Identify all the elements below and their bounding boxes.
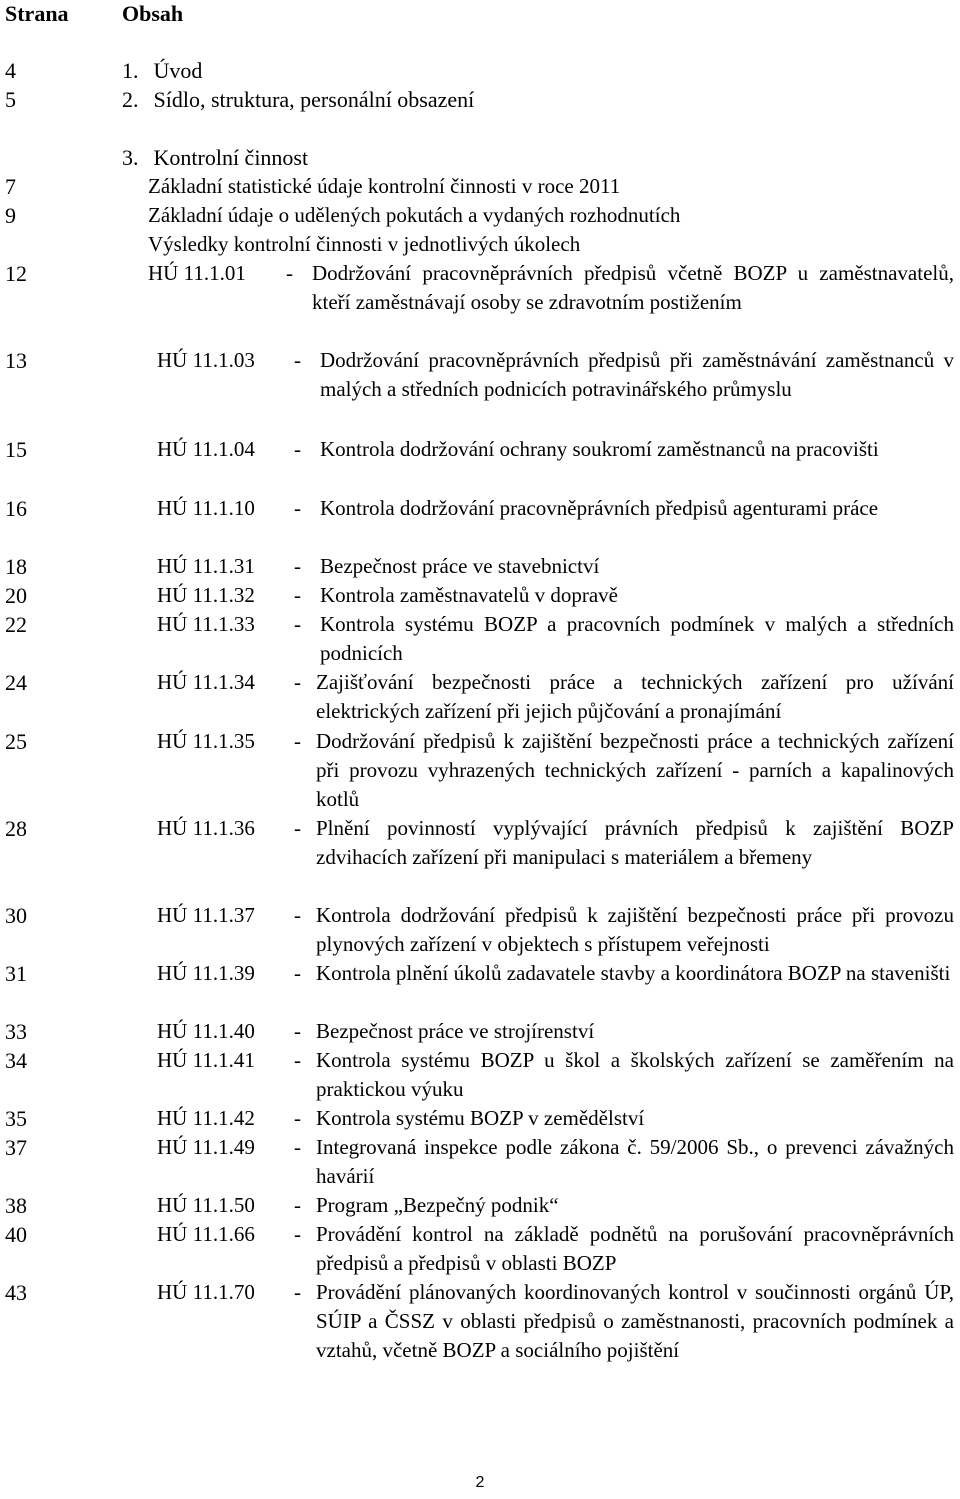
- task-dash: -: [294, 1193, 301, 1217]
- task-code-number: 11.1.32: [192, 583, 255, 607]
- task-code: [157, 1133, 317, 1162]
- task-hu-label: HÚ: [157, 1048, 188, 1072]
- task-description: Kontrola dodržování ochrany soukromí zaměstnanců na pracovišti: [320, 437, 879, 461]
- toc-subsection-title: Základní údaje o udělených pokutách a vydaných rozhodnutích: [148, 203, 681, 227]
- task-hu-label: HÚ: [157, 612, 188, 636]
- page-footer-number: 2: [475, 1474, 485, 1491]
- task-hu-label: HÚ: [157, 670, 188, 694]
- toc-page-number: 34: [5, 1048, 27, 1073]
- column-header-obsah: Obsah: [122, 1, 184, 26]
- toc-page-number: 15: [5, 437, 27, 462]
- task-code-number: 11.1.41: [192, 1048, 255, 1072]
- task-code-number: 11.1.50: [192, 1193, 255, 1217]
- task-code: [157, 1278, 317, 1307]
- task-dash: -: [294, 1019, 301, 1043]
- section-number: 3.: [122, 145, 139, 170]
- toc-page-number: 30: [5, 903, 27, 928]
- toc-page-number: 13: [5, 348, 27, 373]
- task-code-number: 11.1.04: [192, 437, 255, 461]
- task-description: Dodržování předpisů k zajištění bezpečnosti práce a technických zařízení při provozu vyhrazených technických zařízení - parních a kapalinových kotlů: [316, 729, 954, 811]
- task-hu-label: HÚ: [148, 261, 179, 285]
- column-header-strana: Strana: [5, 1, 69, 26]
- toc-page-number: 28: [5, 816, 27, 841]
- task-description: Provádění kontrol na základě podnětů na porušování pracovněprávních předpisů a předpisů v oblasti BOZP: [316, 1222, 954, 1275]
- task-code-number: 11.1.36: [192, 816, 255, 840]
- task-description: Dodržování pracovněprávních předpisů při zaměstnávání zaměstnanců v malých a středních podnicích potravinářského průmyslu: [320, 348, 954, 401]
- task-hu-label: HÚ: [157, 554, 188, 578]
- toc-page-number: 43: [5, 1280, 27, 1305]
- toc-page-number: 38: [5, 1193, 27, 1218]
- toc-section-title: [122, 143, 308, 172]
- task-code-number: 11.1.40: [192, 1019, 255, 1043]
- task-code: [157, 727, 317, 756]
- task-description: Kontrola systému BOZP u škol a školských zařízení se zaměřením na praktickou výuku: [316, 1048, 954, 1101]
- task-description: Kontrola dodržování pracovněprávních předpisů agenturami práce: [320, 496, 879, 520]
- toc-section-title: [122, 56, 202, 85]
- task-code: [157, 959, 317, 988]
- task-hu-label: HÚ: [157, 1135, 188, 1159]
- task-code: [157, 610, 317, 639]
- task-description: Kontrola systému BOZP v zemědělství: [316, 1106, 645, 1130]
- task-description: Integrovaná inspekce podle zákona č. 59/2006 Sb., o prevenci závažných havárií: [316, 1135, 954, 1188]
- task-dash: -: [294, 348, 301, 372]
- toc-page-number: 33: [5, 1019, 27, 1044]
- task-code: [157, 581, 317, 610]
- task-dash: -: [294, 496, 301, 520]
- toc-subsection-title: Výsledky kontrolní činnosti v jednotlivých úkolech: [148, 232, 581, 256]
- task-dash: -: [294, 729, 301, 753]
- task-code-number: 11.1.34: [192, 670, 255, 694]
- task-code: [148, 259, 308, 288]
- task-description: Bezpečnost práce ve strojírenství: [316, 1019, 595, 1043]
- task-hu-label: HÚ: [157, 1019, 188, 1043]
- section-title: Kontrolní činnost: [153, 145, 309, 170]
- task-code-number: 11.1.33: [192, 612, 255, 636]
- task-dash: -: [294, 554, 301, 578]
- task-code: [157, 814, 317, 843]
- task-description: Kontrola systému BOZP a pracovních podmínek v malých a středních podnicích: [320, 612, 954, 665]
- task-dash: -: [294, 612, 301, 636]
- task-code-number: 11.1.01: [183, 261, 246, 285]
- toc-page-number: 7: [5, 174, 16, 199]
- task-code: [157, 901, 317, 930]
- toc-page-number: 40: [5, 1222, 27, 1247]
- toc-page-number: 22: [5, 612, 27, 637]
- toc-page-number: 5: [5, 87, 16, 112]
- toc-page-number: 37: [5, 1135, 27, 1160]
- toc-page-number: 35: [5, 1106, 27, 1131]
- task-code-number: 11.1.35: [192, 729, 255, 753]
- toc-page-number: 25: [5, 729, 27, 754]
- task-hu-label: HÚ: [157, 1280, 188, 1304]
- task-description: Kontrola dodržování předpisů k zajištění bezpečnosti práce při provozu plynových zařízení v objektech s přístupem veřejnosti: [316, 903, 954, 956]
- section-number: 2.: [122, 87, 139, 112]
- task-hu-label: HÚ: [157, 729, 188, 753]
- section-title: Sídlo, struktura, personální obsazení: [153, 87, 475, 112]
- section-number: 1.: [122, 58, 139, 83]
- task-code: [157, 1046, 317, 1075]
- task-dash: -: [294, 437, 301, 461]
- task-description: Zajišťování bezpečnosti práce a technických zařízení pro užívání elektrických zařízení při jejich půjčování a pronajímání: [316, 670, 954, 723]
- task-hu-label: HÚ: [157, 961, 188, 985]
- section-title: Úvod: [153, 58, 203, 83]
- task-code-number: 11.1.10: [192, 496, 255, 520]
- task-description: Provádění plánovaných koordinovaných kontrol v součinnosti orgánů ÚP, SÚIP a ČSSZ v oblasti předpisů o zaměstnanosti, pracovních podmínek a vztahů, včetně BOZP a sociálního pojištění: [316, 1280, 954, 1362]
- toc-subsection-title: Základní statistické údaje kontrolní činnosti v roce 2011: [148, 174, 621, 198]
- task-code-number: 11.1.39: [192, 961, 255, 985]
- task-dash: -: [294, 1106, 301, 1130]
- task-hu-label: HÚ: [157, 1106, 188, 1130]
- task-code: [157, 346, 317, 375]
- toc-page-number: 20: [5, 583, 27, 608]
- task-code-number: 11.1.42: [192, 1106, 255, 1130]
- task-dash: -: [294, 670, 301, 694]
- task-code-number: 11.1.49: [192, 1135, 255, 1159]
- task-dash: -: [294, 1222, 301, 1246]
- task-description: Program „Bezpečný podnik“: [316, 1193, 559, 1217]
- toc-page-number: 4: [5, 58, 16, 83]
- task-code: [157, 552, 317, 581]
- task-description: Plnění povinností vyplývající právních předpisů k zajištění BOZP zdvihacích zařízení při manipulaci s materiálem a břemeny: [316, 816, 954, 869]
- task-hu-label: HÚ: [157, 437, 188, 461]
- task-code: [157, 494, 317, 523]
- task-code-number: 11.1.70: [192, 1280, 255, 1304]
- task-hu-label: HÚ: [157, 903, 188, 927]
- toc-page-number: 16: [5, 496, 27, 521]
- task-dash: -: [294, 961, 301, 985]
- toc-page-number: 24: [5, 670, 27, 695]
- task-hu-label: HÚ: [157, 583, 188, 607]
- task-dash: -: [294, 1048, 301, 1072]
- task-hu-label: HÚ: [157, 496, 188, 520]
- task-dash: -: [294, 583, 301, 607]
- task-description: Kontrola plnění úkolů zadavatele stavby a koordinátora BOZP na staveništi: [316, 961, 951, 985]
- task-code-number: 11.1.03: [192, 348, 255, 372]
- toc-page-number: 18: [5, 554, 27, 579]
- task-code: [157, 1104, 317, 1133]
- task-code: [157, 1017, 317, 1046]
- toc-section-title: [122, 85, 474, 114]
- task-code-number: 11.1.66: [192, 1222, 255, 1246]
- task-description: Bezpečnost práce ve stavebnictví: [320, 554, 600, 578]
- task-description: Kontrola zaměstnavatelů v dopravě: [320, 583, 618, 607]
- task-hu-label: HÚ: [157, 348, 188, 372]
- toc-page-number: 31: [5, 961, 27, 986]
- task-code: [157, 1191, 317, 1220]
- task-code-number: 11.1.37: [192, 903, 255, 927]
- task-dash: -: [294, 1280, 301, 1304]
- task-dash: -: [294, 1135, 301, 1159]
- toc-page-number: 9: [5, 203, 16, 228]
- task-dash: -: [294, 816, 301, 840]
- task-code: [157, 435, 317, 464]
- task-code-number: 11.1.31: [192, 554, 255, 578]
- task-dash: -: [294, 903, 301, 927]
- task-code: [157, 668, 317, 697]
- task-dash: -: [286, 261, 293, 285]
- task-description: Dodržování pracovněprávních předpisů včetně BOZP u zaměstnavatelů, kteří zaměstnávají osoby se zdravotním postižením: [312, 261, 954, 314]
- task-code: [157, 1220, 317, 1249]
- task-hu-label: HÚ: [157, 816, 188, 840]
- toc-page-number: 12: [5, 261, 27, 286]
- task-hu-label: HÚ: [157, 1193, 188, 1217]
- task-hu-label: HÚ: [157, 1222, 188, 1246]
